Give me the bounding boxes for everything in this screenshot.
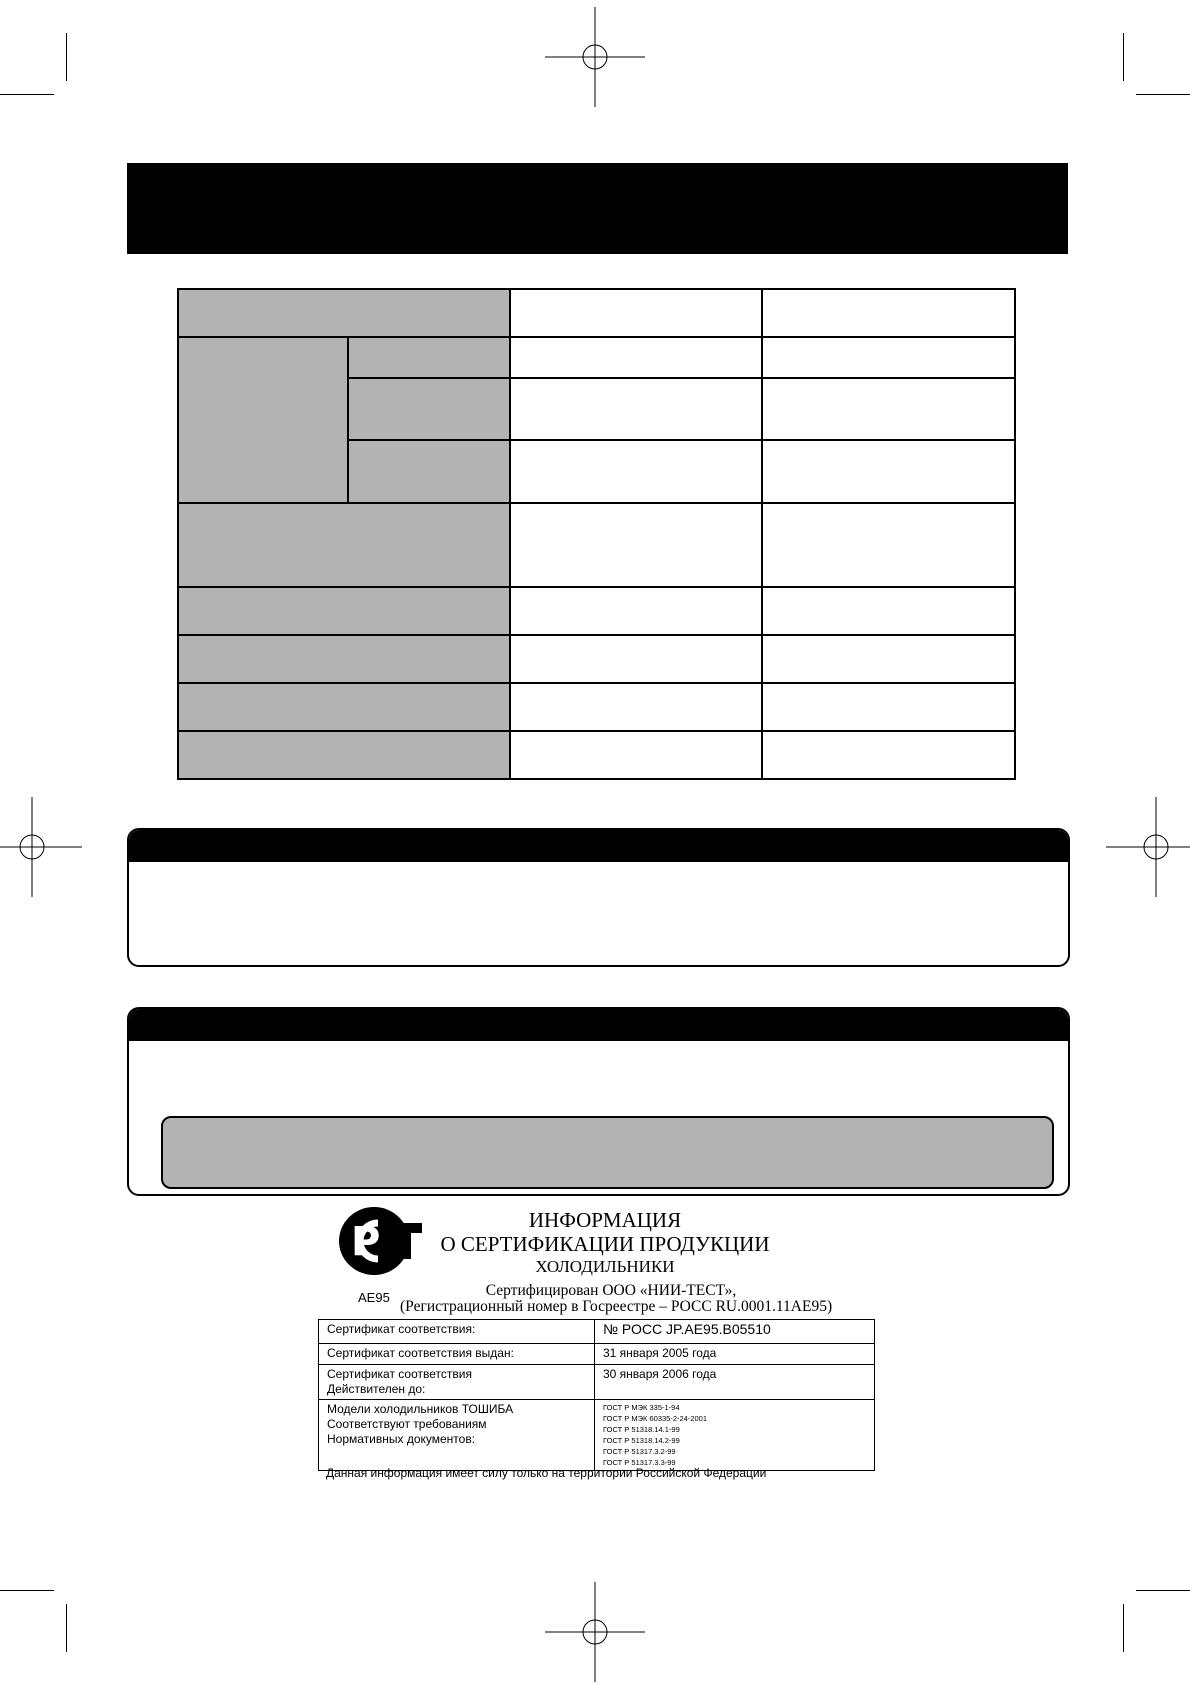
- gost-item: ГОСТ Р МЭК 335-1-94: [603, 1403, 680, 1412]
- certified-by: Сертифицирован ООО «НИИ-ТЕСТ»,: [485, 1282, 737, 1299]
- spec-label-cell: [178, 503, 510, 587]
- registration-mark-right: [1106, 797, 1190, 897]
- gost-item: ГОСТ Р 51318.14.1-99: [603, 1425, 680, 1434]
- gost-item: ГОСТ Р 51317.3.2-99: [603, 1447, 676, 1456]
- cert-value: № РОСС JP.АЕ95.В05510: [595, 1320, 875, 1344]
- info-box-header-bar: [129, 830, 1068, 862]
- spec-value-cell: [510, 378, 762, 440]
- spec-value-cell: [510, 289, 762, 337]
- registration-mark-top: [545, 7, 645, 107]
- cert-value: 31 января 2005 года: [595, 1344, 875, 1365]
- registration-number: (Регистрационный номер в Госреестре – РОСС RU.0001.11АЕ95): [400, 1298, 833, 1315]
- registration-mark-left: [0, 797, 82, 897]
- spec-label-cell: [178, 635, 510, 683]
- info-box-header-bar: [129, 1009, 1068, 1041]
- spec-value-cell: [510, 503, 762, 587]
- rst-certification-logo-icon: [338, 1205, 426, 1277]
- spec-value-cell: [510, 337, 762, 378]
- spec-value-cell: [762, 440, 1015, 503]
- certification-code: AE95: [358, 1290, 390, 1305]
- spec-value-cell: [762, 587, 1015, 635]
- cert-label-line: Сертификат соответствия: [327, 1367, 472, 1381]
- cert-label-line: Действителен до:: [327, 1382, 426, 1396]
- spec-sublabel-cell: [348, 337, 510, 378]
- spec-group-label-cell: [178, 337, 348, 503]
- gost-item: ГОСТ Р 51318.14.2-99: [603, 1436, 680, 1445]
- spec-row: [178, 587, 1015, 635]
- spec-label-cell: [178, 683, 510, 731]
- gost-item: ГОСТ Р 51317.3.3-99: [603, 1458, 676, 1467]
- cert-title-2: О СЕРТИФИКАЦИИ ПРОДУКЦИИ: [440, 1232, 770, 1256]
- spec-value-cell: [762, 378, 1015, 440]
- gost-item: ГОСТ Р МЭК 60335-2-24-2001: [603, 1414, 708, 1423]
- territory-note: Данная информация имеет силу только на территории Российской Федерации: [326, 1466, 767, 1480]
- spec-value-cell: [762, 635, 1015, 683]
- cert-row: [319, 1365, 875, 1400]
- cert-label: Сертификат соответствия:: [319, 1320, 595, 1344]
- spec-value-cell: [762, 503, 1015, 587]
- cert-label: Сертификат соответствия выдан:: [319, 1344, 595, 1365]
- cert-label-line: Соответствуют требованиям: [327, 1417, 487, 1431]
- spec-value-cell: [762, 683, 1015, 731]
- spec-label-cell: [178, 587, 510, 635]
- info-box-gray-panel: [161, 1116, 1054, 1189]
- certification-table: [318, 1319, 875, 1471]
- cert-label-line: Модели холодильников ТОШИБА: [327, 1402, 514, 1416]
- header-bar: [127, 163, 1068, 254]
- gost-list: [595, 1400, 875, 1471]
- registration-mark-bottom: [545, 1582, 645, 1682]
- cert-row: [319, 1344, 875, 1365]
- spec-sublabel-cell: [348, 378, 510, 440]
- spec-value-cell: [510, 683, 762, 731]
- spec-row: [178, 337, 1015, 378]
- cert-row: [319, 1320, 875, 1344]
- spec-label-cell: [178, 731, 510, 779]
- svg-text:P: P: [351, 1219, 381, 1265]
- cert-row: [319, 1400, 875, 1471]
- spec-value-cell: [762, 731, 1015, 779]
- spec-value-cell: [510, 440, 762, 503]
- spec-value-cell: [510, 731, 762, 779]
- spec-row: [178, 635, 1015, 683]
- cert-value: 30 января 2006 года: [595, 1365, 875, 1400]
- spec-sublabel-cell: [348, 440, 510, 503]
- cert-title-1: ИНФОРМАЦИЯ: [528, 1208, 682, 1232]
- spec-value-cell: [510, 587, 762, 635]
- spec-value-cell: [762, 337, 1015, 378]
- cert-label: [319, 1365, 595, 1400]
- info-box-1: [127, 828, 1070, 967]
- cert-label: [319, 1400, 595, 1471]
- cert-label-line: Нормативных документов:: [327, 1432, 476, 1446]
- spec-row: [178, 289, 1015, 337]
- cert-title-3: ХОЛОДИЛЬНИКИ: [535, 1257, 675, 1276]
- spec-row: [178, 683, 1015, 731]
- spec-label-cell: [178, 289, 510, 337]
- spec-value-cell: [762, 289, 1015, 337]
- spec-value-cell: [510, 635, 762, 683]
- spec-table: [177, 288, 1016, 780]
- spec-row: [178, 503, 1015, 587]
- spec-row: [178, 731, 1015, 779]
